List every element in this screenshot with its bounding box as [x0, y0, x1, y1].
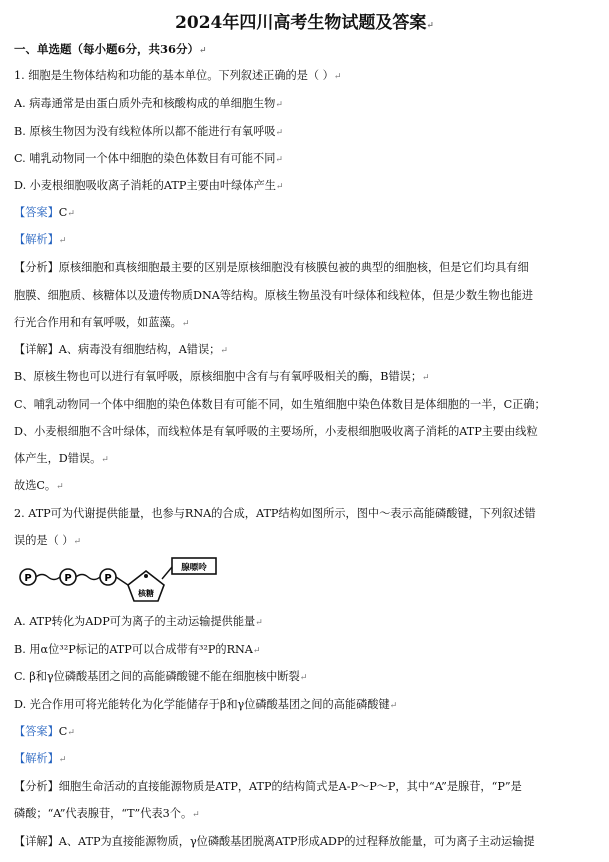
q1-option-b: B. 原核生物因为没有线粒体所以都不能进行有氧呼吸↵: [14, 125, 284, 138]
q2-option-c: C. β和γ位磷酸基团之间的高能磷酸键不能在细胞核中断裂↵: [14, 670, 308, 683]
q2-answer: 【答案】C↵: [14, 725, 75, 738]
q1-option-d: D. 小麦根细胞吸收离子消耗的ATP主要由叶绿体产生↵: [14, 179, 284, 192]
paragraph-mark: ↵: [426, 21, 434, 31]
phosphate-alpha: [100, 569, 116, 585]
q2-detail-a: 【详解】A、ATP为直接能源物质，γ位磷酸基团脱离ATP形成ADP的过程释放能量，可为离子主动运输提: [14, 835, 535, 848]
q1-conclusion: 故选C。↵: [14, 479, 64, 492]
q2-stem-line-2: 误的是（ ）↵: [14, 534, 82, 547]
section-heading: 一、单选题（每小题6分，共36分）↵: [14, 42, 207, 56]
svg-text:P: P: [104, 573, 112, 584]
q1-detail-d: D、小麦根细胞不含叶绿体，而线粒体是有氧呼吸的主要场所，小麦根细胞吸收离子消耗的ATP主要由线粒: [14, 425, 538, 438]
page-title: 2024年四川高考生物试题及答案↵: [175, 13, 434, 33]
q2-option-d: D. 光合作用可将光能转化为化学能储存于β和γ位磷酸基团之间的高能磷酸键↵: [14, 698, 398, 711]
atp-structure-diagram: [16, 555, 246, 605]
q1-analysis-line-3: 行光合作用和有氧呼吸，如蓝藻。↵: [14, 316, 190, 329]
phosphate-beta: [60, 569, 76, 585]
q2-analysis-line-2: 磷酸；“A”代表腺苷，“T”代表3个。↵: [14, 807, 200, 820]
svg-text:核糖: 核糖: [138, 589, 154, 598]
q1-analysis-line-1: 【分析】原核细胞和真核细胞最主要的区别是原核细胞没有核膜包被的典型的细胞核，但是它们均具有细: [14, 261, 529, 274]
q1-stem: 1. 细胞是生物体结构和功能的基本单位。下列叙述正确的是（ ）↵: [14, 69, 342, 82]
q2-jiexi: 【解析】↵: [14, 752, 67, 765]
q1-option-a: A. 病毒通常是由蛋白质外壳和核酸构成的单细胞生物↵: [14, 97, 283, 110]
q1-analysis-line-2: 胞膜、细胞质、核糖体以及遗传物质DNA等结构。原核生物虽没有叶绿体和线粒体，但是少数生物也能进: [14, 289, 534, 302]
svg-text:P: P: [24, 573, 32, 584]
q1-jiexi: 【解析】↵: [14, 233, 67, 246]
high-energy-bond-2: [76, 575, 100, 580]
q1-option-c: C. 哺乳动物同一个体中细胞的染色体数目有可能不同↵: [14, 152, 283, 165]
q1-answer: 【答案】C↵: [14, 206, 75, 219]
svg-text:P: P: [64, 573, 72, 584]
q1-detail-a: 【详解】A、病毒没有细胞结构，A错误；↵: [14, 343, 228, 356]
q2-option-a: A. ATP转化为ADP可为离子的主动运输提供能量↵: [14, 615, 263, 628]
q2-stem-line-1: 2. ATP可为代谢提供能量，也参与RNA的合成，ATP结构如图所示，图中～表示高能磷酸键，下列叙述错: [14, 507, 536, 520]
q1-detail-c: C、哺乳动物同一个体中细胞的染色体数目有可能不同，如生殖细胞中染色体数目是体细胞的一半，C正确；: [14, 398, 546, 411]
q1-detail-b: B、原核生物也可以进行有氧呼吸，原核细胞中含有与有氧呼吸相关的酶，B错误；↵: [14, 370, 430, 383]
ribose-sugar: [128, 571, 164, 601]
svg-text:腺嘌呤: 腺嘌呤: [181, 563, 207, 573]
adenine-base: [172, 558, 216, 574]
high-energy-bond-1: [36, 575, 60, 580]
phosphate-gamma: [20, 569, 36, 585]
q1-detail-d-cont: 体产生，D错误。↵: [14, 452, 109, 465]
q2-option-b: B. 用α位³²P标记的ATP可以合成带有³²P的RNA↵: [14, 643, 261, 656]
q2-analysis-line-1: 【分析】细胞生命活动的直接能源物质是ATP，ATP的结构简式是A-P～P～P，其中“A”是腺苷，“P”是: [14, 780, 522, 793]
